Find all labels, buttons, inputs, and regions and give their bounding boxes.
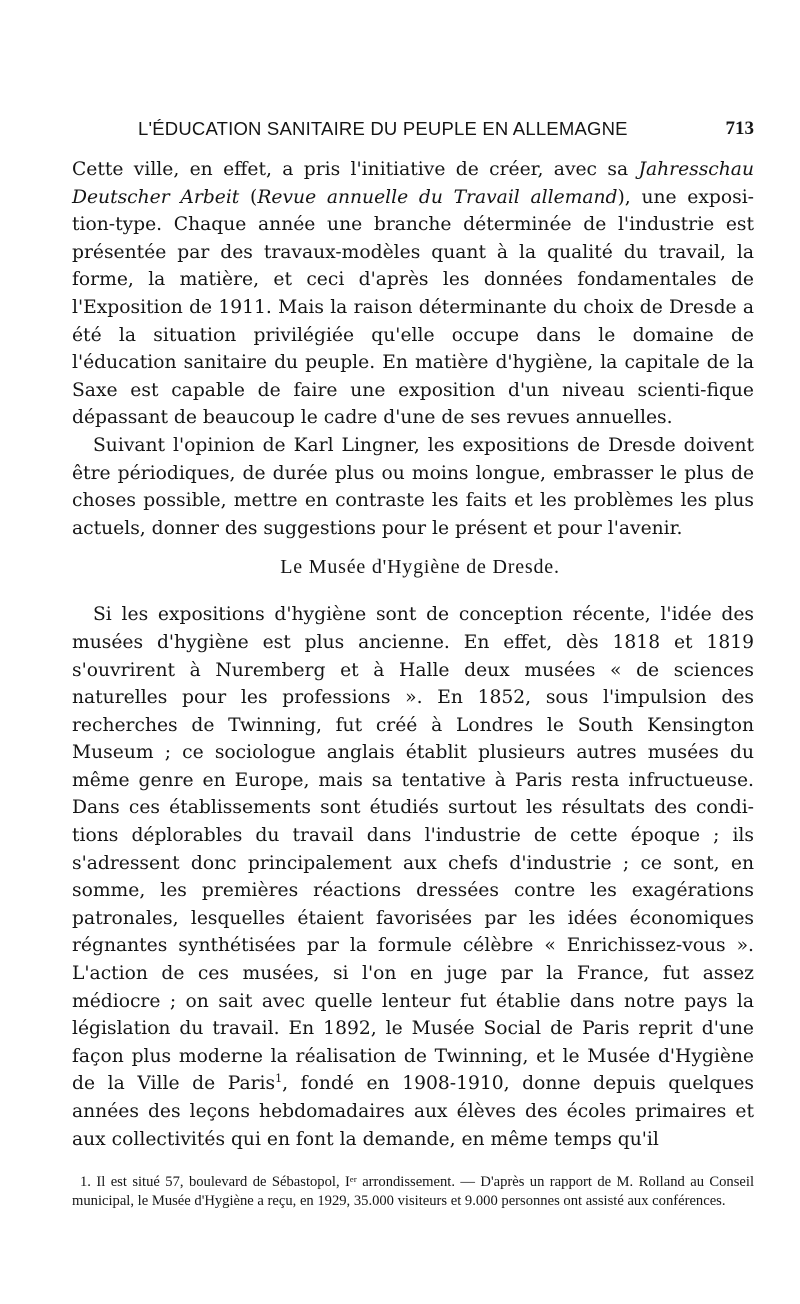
section-heading-text: Le Musée d'Hygiène de Dresde.: [280, 556, 560, 579]
page-number: 713: [725, 118, 754, 139]
paragraph-musees: [72, 601, 754, 1153]
paragraph-1-text-a: Cette ville, en effet, a pris l'initiative de créer, avec sa: [72, 159, 639, 180]
section-heading: [72, 556, 754, 579]
book-page: [72, 118, 754, 1210]
paragraph-lingner: Suivant l'opinion de Karl Lingner, les expositions de Dresde doivent être périodiques, de durée plus ou moins longue, embrasser le plus de choses possible, mettre en contraste les faits et les problèmes les plus actuels, donner des suggestions pour le présent et pour l'avenir.: [72, 434, 754, 539]
italic-title-jahresschau: Jahresschau Deutscher Arbeit: [72, 159, 754, 208]
paragraph-3-text-b: , fondé en 1908-1910, donne depuis quelques années des leçons hebdomadaires aux élèves des écoles primaires et aux collectivités qui en font la demande, en même temps qu'il: [72, 1073, 754, 1150]
paragraph-continued: [72, 156, 754, 432]
paragraph-1-text-c: ), une exposi-tion-type. Chaque année une branche déterminée de l'industrie est présentée par des travaux-modèles quant à la qualité du travail, la forme, la matière, et ceci d'après les données fondamentales de l'Exposition de 1911. Mais la raison déterminante du choix de Dresde a été la situation privilégiée qu'elle occupe dans le domaine de l'éducation sanitaire du peuple. En matière d'hygiène, la capitale de la Saxe est capable de faire une exposition d'un niveau scienti-fique dépassant de beaucoup le cadre d'une de ses revues annuelles.: [72, 186, 754, 429]
paragraph-1-text-b: (: [239, 186, 258, 208]
running-head: [72, 118, 754, 148]
running-title: L'ÉDUCATION SANITAIRE DU PEUPLE EN ALLEMAGNE: [138, 118, 628, 139]
paragraph-3-text-a: Si les expositions d'hygiène sont de conception récente, l'idée des musées d'hygiène est plus ancienne. En effet, dès 1818 et 1819 s'ouvrirent à Nuremberg et à Halle deux musées « de sciences naturelles pour les professions ». En 1852, sous l'impulsion des recherches de Twinning, fut créé à Londres le South Kensington Museum ; ce sociologue anglais établit plusieurs autres musées du même genre en Europe, mais sa tentative à Paris resta infructueuse. Dans ces établissements sont étudiés surtout les résultats des condi-tions déplorables du travail dans l'industrie de cette époque ; ils s'adressent donc principalement aux chefs d'industrie ; ce sont, en somme, les premières réactions dressées contre les exagérations patronales, lesquelles étaient favorisées par les idées économiques régnantes synthétisées par la formule célèbre « Enrichissez-vous ». L'action de ces musées, si l'on en juge par la France, fut assez médiocre ; on sait avec quelle lenteur fut établie dans notre pays la législation du travail. En 1892, le Musée Social de Paris reprit d'une façon plus moderne la réalisation de Twinning, et le Musée d'Hygiène de la Ville de Paris: [72, 604, 754, 1095]
footnote-reference: 1: [275, 1072, 283, 1086]
footnote: 1. Il est situé 57, boulevard de Sébastopol, Iᵉʳ arrondissement. — D'après un rapport de M. Rolland au Conseil municipal, le Musée d'Hygiène a reçu, en 1929, 35.000 visiteurs et 9.000 personnes ont assisté aux conférences.: [72, 1174, 754, 1209]
italic-title-revue: Revue annuelle du Travail allemand: [257, 186, 618, 208]
